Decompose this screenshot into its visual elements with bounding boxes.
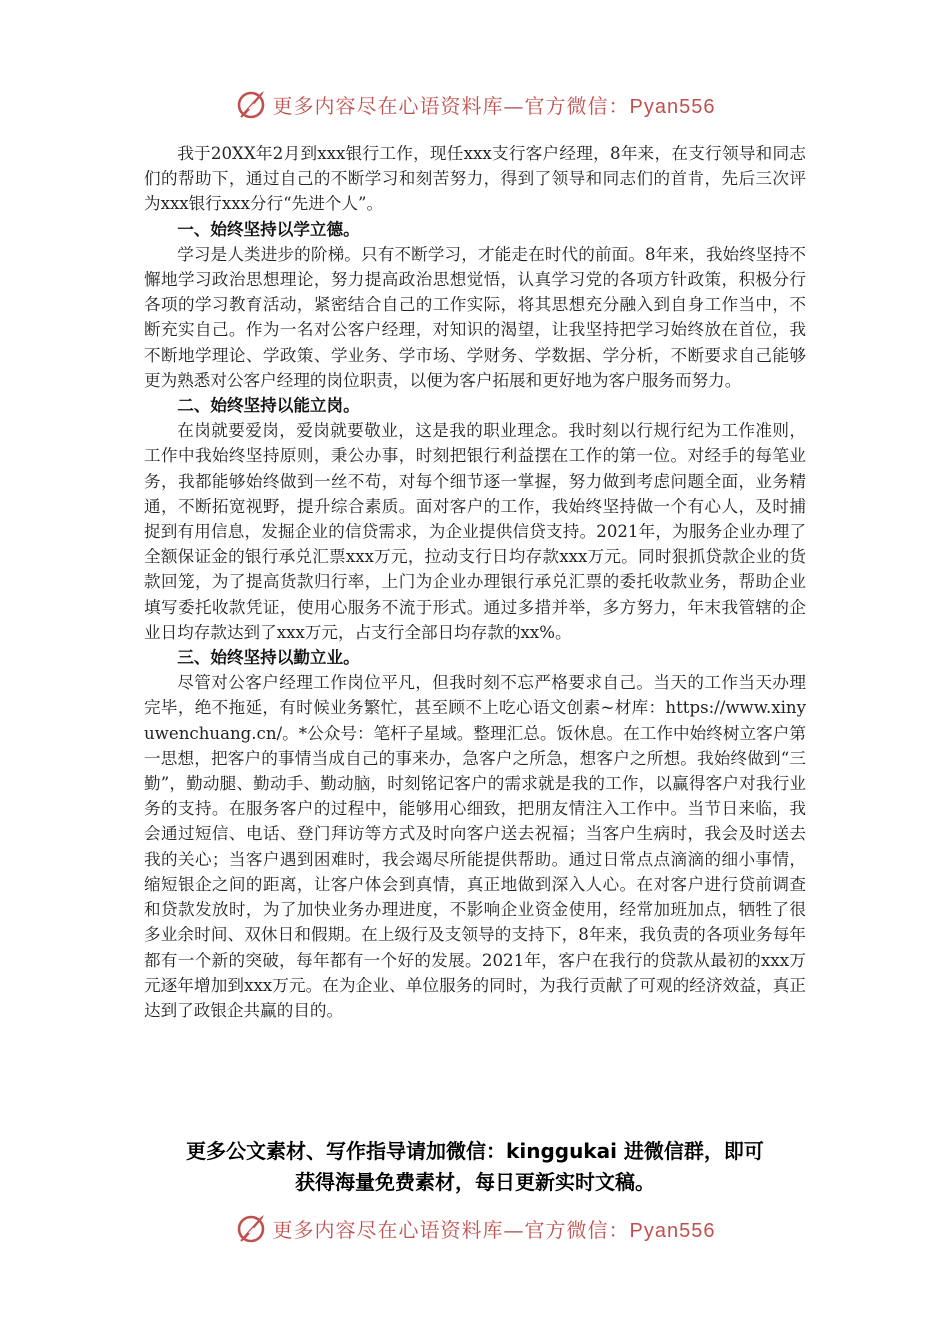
site-name: 更多内容尽在心语资料库 xyxy=(272,1217,504,1242)
site-name: 更多内容尽在心语资料库 xyxy=(272,93,504,118)
quill-pen-logo-icon xyxy=(235,87,269,121)
article-body xyxy=(144,141,806,1023)
section-paragraph-1: 学习是人类进步的阶梯。只有不断学习，才能走在时代的前面。8年来，我始终坚持不懈地学习政治思想理论，努力提高政治思想觉悟，认真学习党的各项方针政策，积极分行各项的学习教育活动，紧密结合自己的工作实际，将其思想充分融入到自身工作当中，不断充实自己。作为一名对公客户经理，对知识的渴望，让我坚持把学习始终放在首位，我不断地学理论、学政策、学业务、学市场、学财务、学数据、学分析，不断要求自己能够更为熟悉对公客户经理的岗位职责，以便为客户拓展和更好地为客户服务而努力。 xyxy=(144,244,806,390)
section-paragraph-3: 尽管对公客户经理工作岗位平凡，但我时刻不忘严格要求自己。当天的工作当天办理完毕，绝不拖延，有时候业务繁忙，甚至顾不上吃心语文创素~材库：https://www.xinyuwenchuang.cn/。*公众号：笔杆子星域。整理汇总。饭休息。在工作中始终树立客户第一思想，把客户的事情当成自己的事来办，急客户之所急，想客户之所想。我始终做到“三勤”，勤动腿、勤动手、勤动脑，时刻铭记客户的需求就是我的工作，以赢得客户对我行业务的支持。在服务客户的过程中，能够用心细致，把朋友情注入工作中。当节日来临，我会通过短信、电话、登门拜访等方式及时向客户送去祝福；当客户生病时，我会及时送去我的关心；当客户遇到困难时，我会竭尽所能提供帮助。通过日常点点滴滴的细小事情，缩短银企之间的距离，让客户体会到真情，真正地做到深入人心。在对客户进行贷前调查和贷款发放时，为了加快业务办理进度，不影响企业资金使用，经常加班加点，牺牲了很多业余时间、双休日和假期。在上级行及支领导的支持下，8年来，我负责的各项业务每年都有一个新的突破，每年都有一个好的发展。2021年，客户在我行的贷款从最初的xxx万元逐年增加到xxx万元。在为企业、单位服务的同时，为我行贡献了可观的经济效益，真正达到了政银企共赢的目的。 xyxy=(144,673,806,1020)
section-heading-3: 三、始终坚持以勤立业。 xyxy=(177,648,360,668)
wechat-label: 官方微信： xyxy=(524,93,630,118)
header-banner xyxy=(0,84,950,124)
section-heading-1: 一、始终坚持以学立德。 xyxy=(177,219,360,239)
banner-text xyxy=(273,1214,716,1243)
promo-line-2: 获得海量免费素材，每日更新实时文稿。 xyxy=(295,1170,655,1194)
section-paragraph-2: 在岗就要爱岗，爱岗就要敬业，这是我的职业理念。我时刻以行规行纪为工作准则，工作中我始终坚持原则，秉公办事，时刻把银行利益摆在工作的第一位。对经手的每笔业务，我都能够始终做到一丝不苟，对每个细节逐一掌握，努力做到考虑问题全面，业务精通，不断拓宽视野，提升综合素质。面对客户的工作，我始终坚持做一个有心人，及时捕捉到有用信息，发掘企业的信贷需求，为企业提供信贷支持。2021年，为服务企业办理了全额保证金的银行承兑汇票xxx万元，拉动支行日均存款xxx万元。同时狠抓贷款企业的货款回笼，为了提高货款归行率，上门为企业办理银行承兑汇票的委托收款业务，帮助企业填写委托收款凭证，使用心服务不流于形式。通过多措并举，多方努力，年末我管辖的企业日均存款达到了xxx万元，占支行全部日均存款的xx%。 xyxy=(144,421,806,642)
banner-separator: — xyxy=(503,1217,525,1242)
promo-line-1: 更多公文素材、写作指导请加微信：kinggukai 进微信群，即可 xyxy=(186,1139,764,1163)
banner-text xyxy=(273,90,716,119)
intro-paragraph: 我于20XX年2月到xxx银行工作，现任xxx支行客户经理，8年来，在支行领导和同志们的帮助下，通过自己的不断学习和刻苦努力，得到了领导和同志们的首肯，先后三次评为xxx银行xxx分行“先进个人”。 xyxy=(144,144,806,214)
banner-separator: — xyxy=(503,93,525,118)
promo-notice xyxy=(100,1136,850,1198)
wechat-id: Pyan556 xyxy=(629,95,716,118)
wechat-id: Pyan556 xyxy=(629,1219,716,1242)
section-heading-2: 二、始终坚持以能立岗。 xyxy=(177,396,360,416)
footer-banner xyxy=(0,1208,950,1248)
quill-pen-logo-icon xyxy=(235,1211,269,1245)
wechat-label: 官方微信： xyxy=(524,1217,630,1242)
